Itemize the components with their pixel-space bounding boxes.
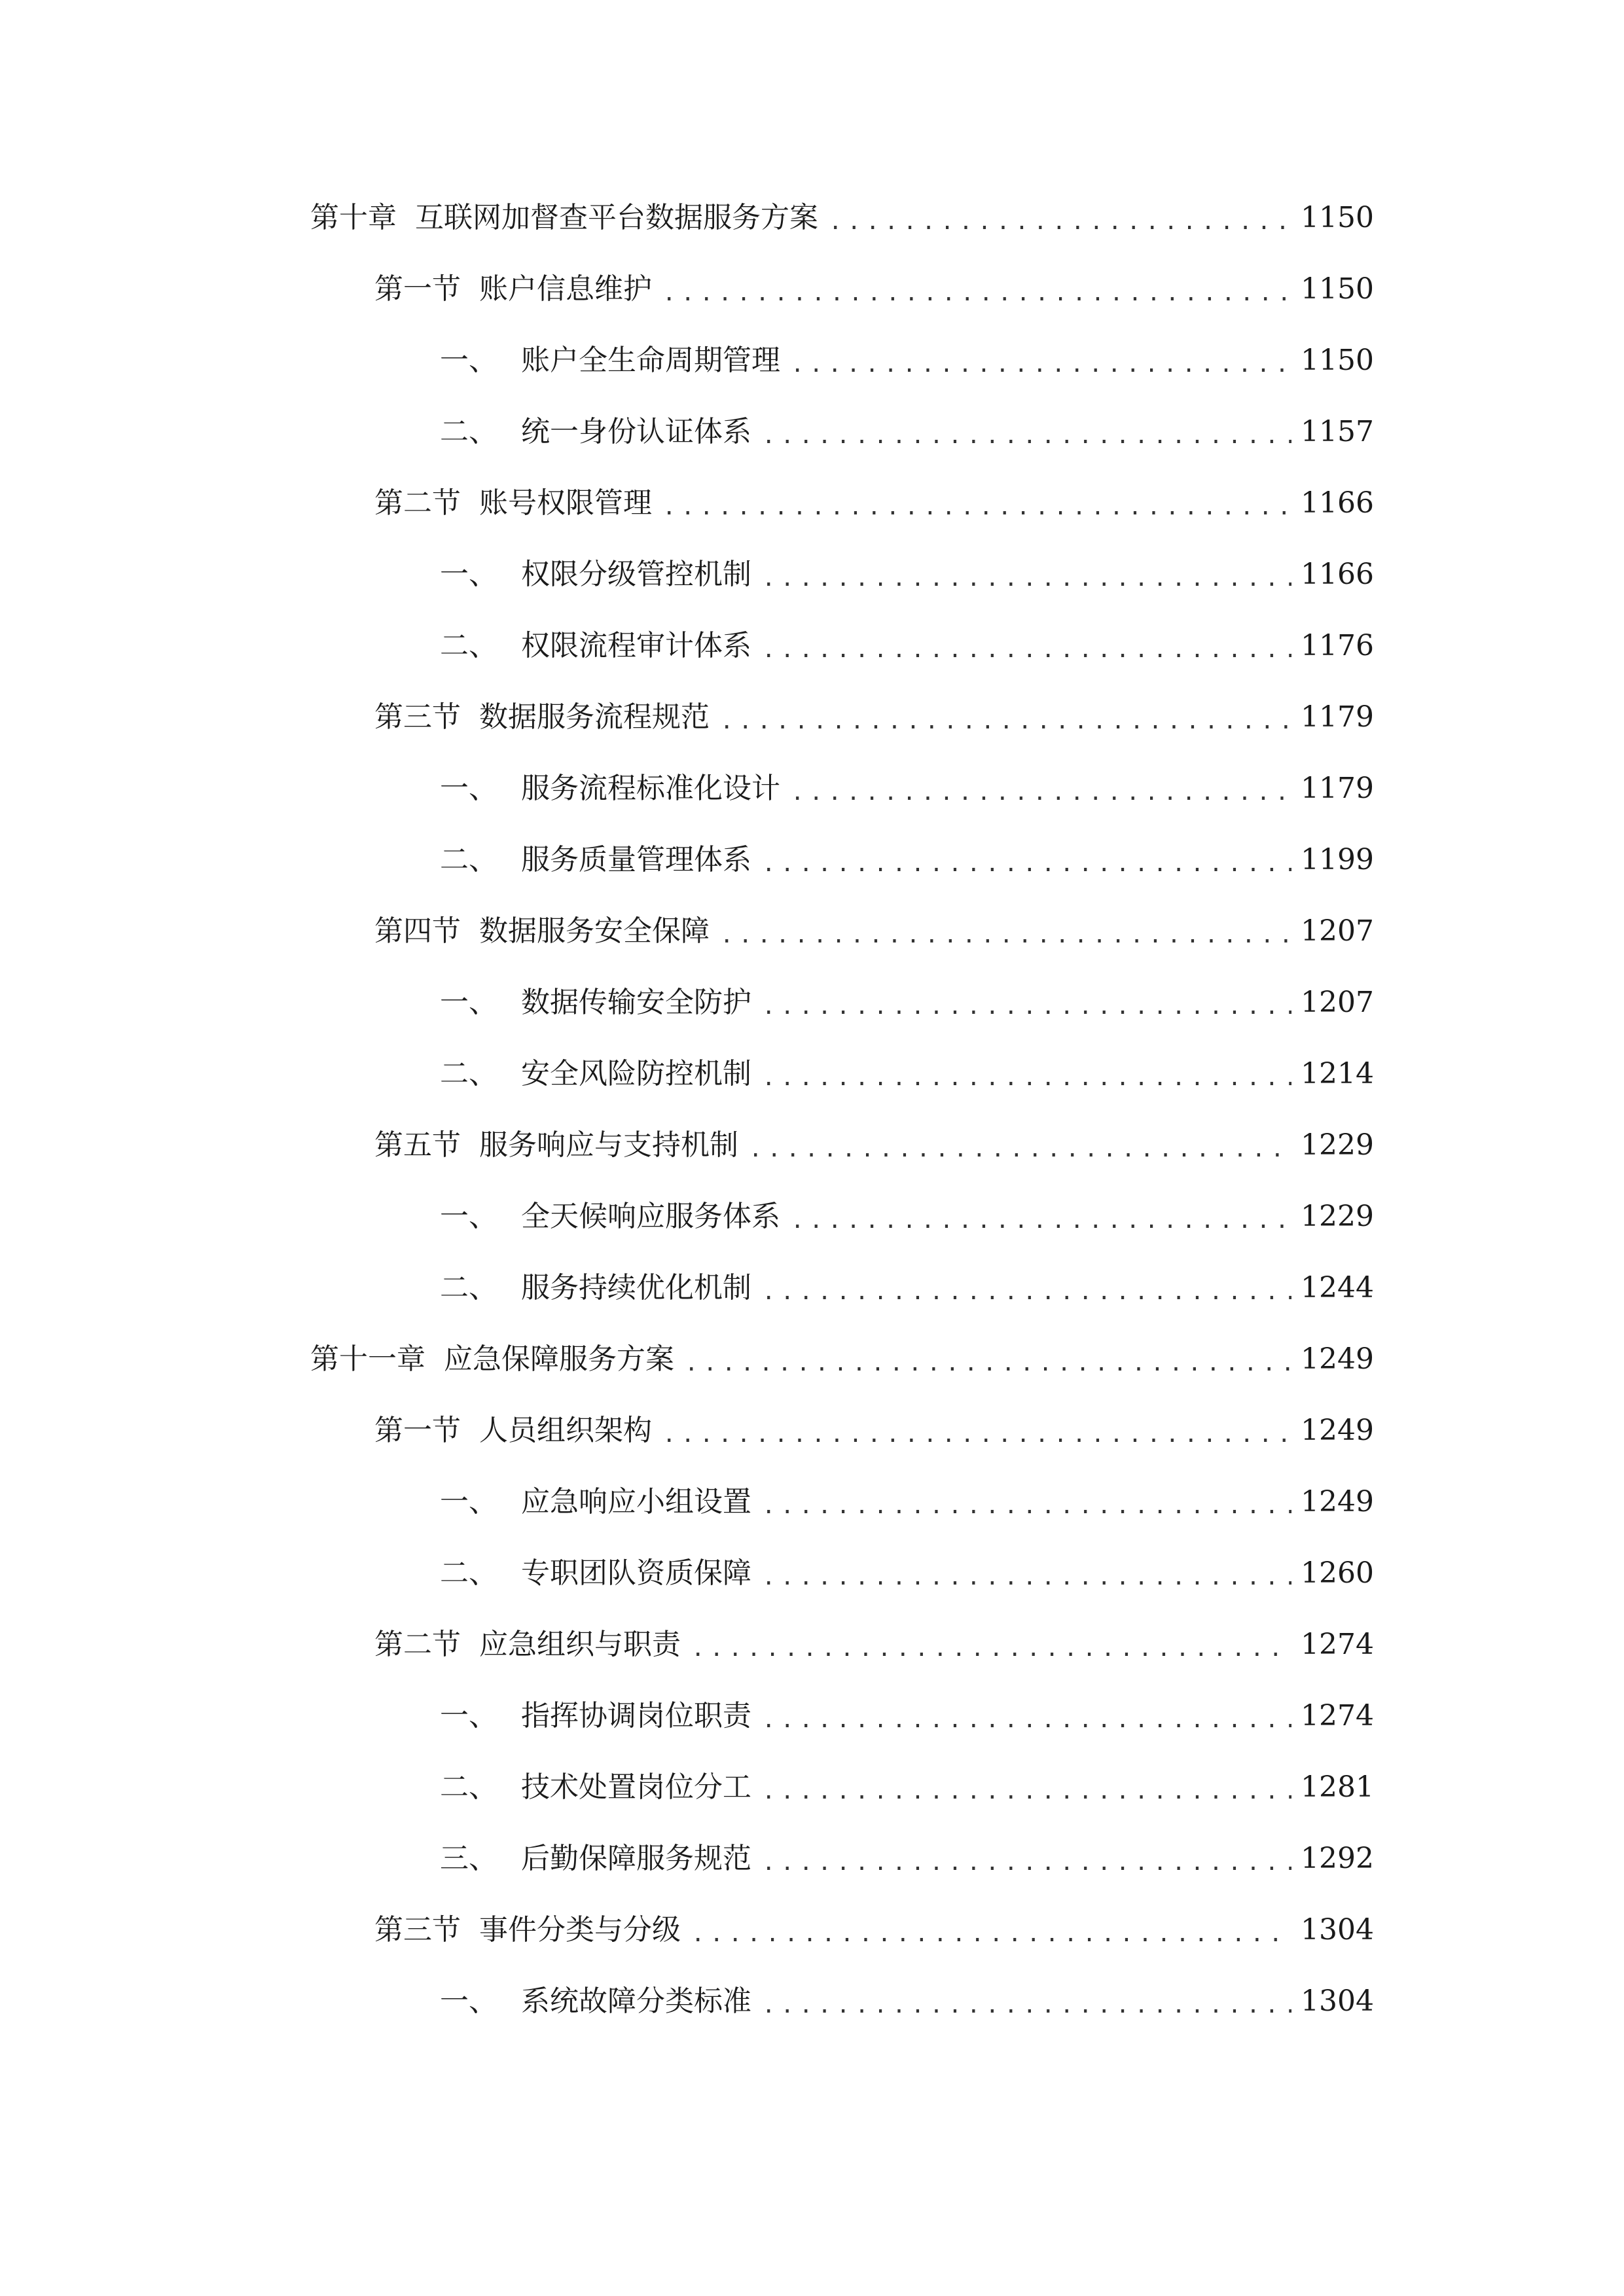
toc-entry-title: 统一身份认证体系 [521,415,751,448]
toc-dot-leader [662,267,1291,319]
toc-page-number: 1166 [1301,486,1374,520]
toc-dot-leader [691,1623,1291,1675]
toc-dot-leader [662,481,1291,533]
toc-entry-title: 互联网加督查平台数据服务方案 [415,201,818,234]
toc-dot-leader [762,410,1291,462]
toc-entry-title: 人员组织架构 [479,1414,652,1447]
toc-entry-title: 服务流程标准化设计 [521,772,780,805]
toc-entry-title: 服务响应与支持机制 [479,1128,738,1162]
toc-dot-leader [791,766,1291,819]
toc-entry-section[interactable] [374,263,1374,315]
toc-dot-leader [762,624,1291,676]
toc-page-number: 1179 [1301,772,1374,805]
toc-dot-leader [762,838,1291,890]
toc-entry-title: 服务质量管理体系 [521,843,751,876]
toc-entry-number: 一、 [440,344,497,377]
toc-entry-subsection[interactable] [440,1690,1374,1742]
toc-page-number: 1274 [1301,1628,1374,1661]
toc-entry-title: 数据传输安全防护 [521,986,751,1019]
toc-entry-number: 第二节 [374,1628,461,1661]
toc-entry-title: 系统故障分类标准 [521,1984,751,2018]
toc-entry-title: 账户信息维护 [479,272,652,306]
toc-entry-number: 一、 [440,1699,497,1732]
toc-page-number: 1229 [1301,1128,1374,1162]
toc-page-number: 1304 [1301,1984,1374,2018]
toc-dot-leader [762,1765,1291,1818]
toc-entry-title: 账户全生命周期管理 [521,344,780,377]
toc-entry-subsection[interactable] [440,1191,1374,1243]
toc-entry-number: 一、 [440,772,497,805]
toc-entry-number: 二、 [440,629,497,662]
toc-entry-title: 账号权限管理 [479,486,652,520]
toc-dot-leader [691,1908,1291,1960]
toc-entry-title: 后勤保障服务规范 [521,1842,751,1875]
toc-entry-number: 三、 [440,1842,497,1875]
toc-entry-number: 第十一章 [310,1342,425,1376]
toc-page-number: 1249 [1301,1342,1374,1376]
toc-page-number: 1260 [1301,1556,1374,1590]
toc-entry-number: 二、 [440,415,497,448]
toc-entry-subsection[interactable] [440,762,1374,815]
toc-entry-section[interactable] [374,1904,1374,1956]
toc-entry-subsection[interactable] [440,1048,1374,1100]
toc-dot-leader [762,1837,1291,1889]
toc-entry-number: 二、 [440,1770,497,1804]
toc-entry-number: 二、 [440,1271,497,1304]
toc-entry-number: 第二节 [374,486,461,520]
toc-entry-subsection[interactable] [440,1761,1374,1814]
toc-entry-title: 权限流程审计体系 [521,629,751,662]
toc-page-number: 1214 [1301,1057,1374,1090]
toc-dot-leader [762,1480,1291,1532]
toc-entry-subsection[interactable] [440,977,1374,1029]
toc-dot-leader [791,1194,1291,1247]
toc-dot-leader [720,695,1291,747]
toc-page-number: 1176 [1301,629,1374,662]
toc-page-number: 1150 [1301,201,1374,234]
toc-entry-subsection[interactable] [440,1975,1374,2028]
toc-entry-number: 第一节 [374,1414,461,1447]
toc-entry-number: 二、 [440,1556,497,1590]
toc-dot-leader [762,1979,1291,2032]
toc-entry-number: 二、 [440,843,497,876]
toc-entry-title: 应急响应小组设置 [521,1485,751,1518]
toc-entry-title: 数据服务安全保障 [479,914,710,948]
toc-dot-leader [762,1266,1291,1318]
toc-entry-section[interactable] [374,905,1374,958]
toc-entry-subsection[interactable] [440,406,1374,458]
toc-entry-number: 一、 [440,1984,497,2018]
toc-dot-leader [762,1551,1291,1604]
toc-page-number: 1244 [1301,1271,1374,1304]
toc-entry-section[interactable] [374,477,1374,529]
toc-entry-section[interactable] [374,1405,1374,1457]
toc-dot-leader [685,1337,1291,1390]
toc-page-number: 1249 [1301,1414,1374,1447]
toc-dot-leader [829,196,1291,248]
toc-entry-title: 数据服务流程规范 [479,700,710,734]
toc-entry-section[interactable] [374,1119,1374,1172]
toc-entry-subsection[interactable] [440,548,1374,601]
toc-entry-subsection[interactable] [440,834,1374,886]
toc-entry-title: 指挥协调岗位职责 [521,1699,751,1732]
toc-dot-leader [662,1408,1291,1461]
toc-entry-subsection[interactable] [440,1476,1374,1528]
toc-entry-subsection[interactable] [440,620,1374,672]
toc-dot-leader [762,1694,1291,1746]
toc-entry-number: 一、 [440,1485,497,1518]
toc-dot-leader [762,552,1291,605]
toc-entry-chapter[interactable] [310,192,1374,244]
toc-page-number: 1229 [1301,1200,1374,1233]
toc-entry-number: 第三节 [374,700,461,734]
toc-dot-leader [762,1052,1291,1104]
toc-page-number: 1304 [1301,1913,1374,1946]
toc-page-number: 1207 [1301,986,1374,1019]
toc-entry-number: 第四节 [374,914,461,948]
toc-dot-leader [749,1123,1291,1175]
toc-entry-section[interactable] [374,691,1374,744]
toc-entry-title: 全天候响应服务体系 [521,1200,780,1233]
toc-dot-leader [720,909,1291,961]
toc-entry-title: 技术处置岗位分工 [521,1770,751,1804]
toc-entry-subsection[interactable] [440,334,1374,387]
toc-page-number: 1249 [1301,1485,1374,1518]
toc-dot-leader [762,980,1291,1033]
toc-page-number: 1207 [1301,914,1374,948]
toc-page-number: 1281 [1301,1770,1374,1804]
toc-entry-subsection[interactable] [440,1833,1374,1885]
toc-entry-subsection[interactable] [440,1262,1374,1314]
toc-entry-chapter[interactable] [310,1333,1374,1386]
toc-page-number: 1150 [1301,272,1374,306]
toc-dot-leader [791,338,1291,391]
toc-page-number: 1179 [1301,700,1374,734]
toc-entry-subsection[interactable] [440,1547,1374,1600]
toc-entry-section[interactable] [374,1619,1374,1671]
toc-page-number: 1292 [1301,1842,1374,1875]
toc-page-number: 1274 [1301,1699,1374,1732]
toc-entry-title: 专职团队资质保障 [521,1556,751,1590]
toc-entry-title: 事件分类与分级 [479,1913,681,1946]
toc-page-number: 1150 [1301,344,1374,377]
toc-entry-number: 二、 [440,1057,497,1090]
toc-entry-number: 一、 [440,1200,497,1233]
toc-page-number: 1166 [1301,558,1374,591]
toc-page-number: 1157 [1301,415,1374,448]
toc-page-number: 1199 [1301,843,1374,876]
toc-entry-number: 一、 [440,558,497,591]
toc-entry-number: 第三节 [374,1913,461,1946]
toc-entry-title: 应急组织与职责 [479,1628,681,1661]
toc-entry-title: 权限分级管控机制 [521,558,751,591]
toc-entry-title: 安全风险防控机制 [521,1057,751,1090]
toc-entry-number: 第一节 [374,272,461,306]
toc-entry-title: 应急保障服务方案 [444,1342,674,1376]
toc-entry-number: 第五节 [374,1128,461,1162]
toc-entry-number: 一、 [440,986,497,1019]
toc-entry-title: 服务持续优化机制 [521,1271,751,1304]
toc-entry-number: 第十章 [310,201,397,234]
